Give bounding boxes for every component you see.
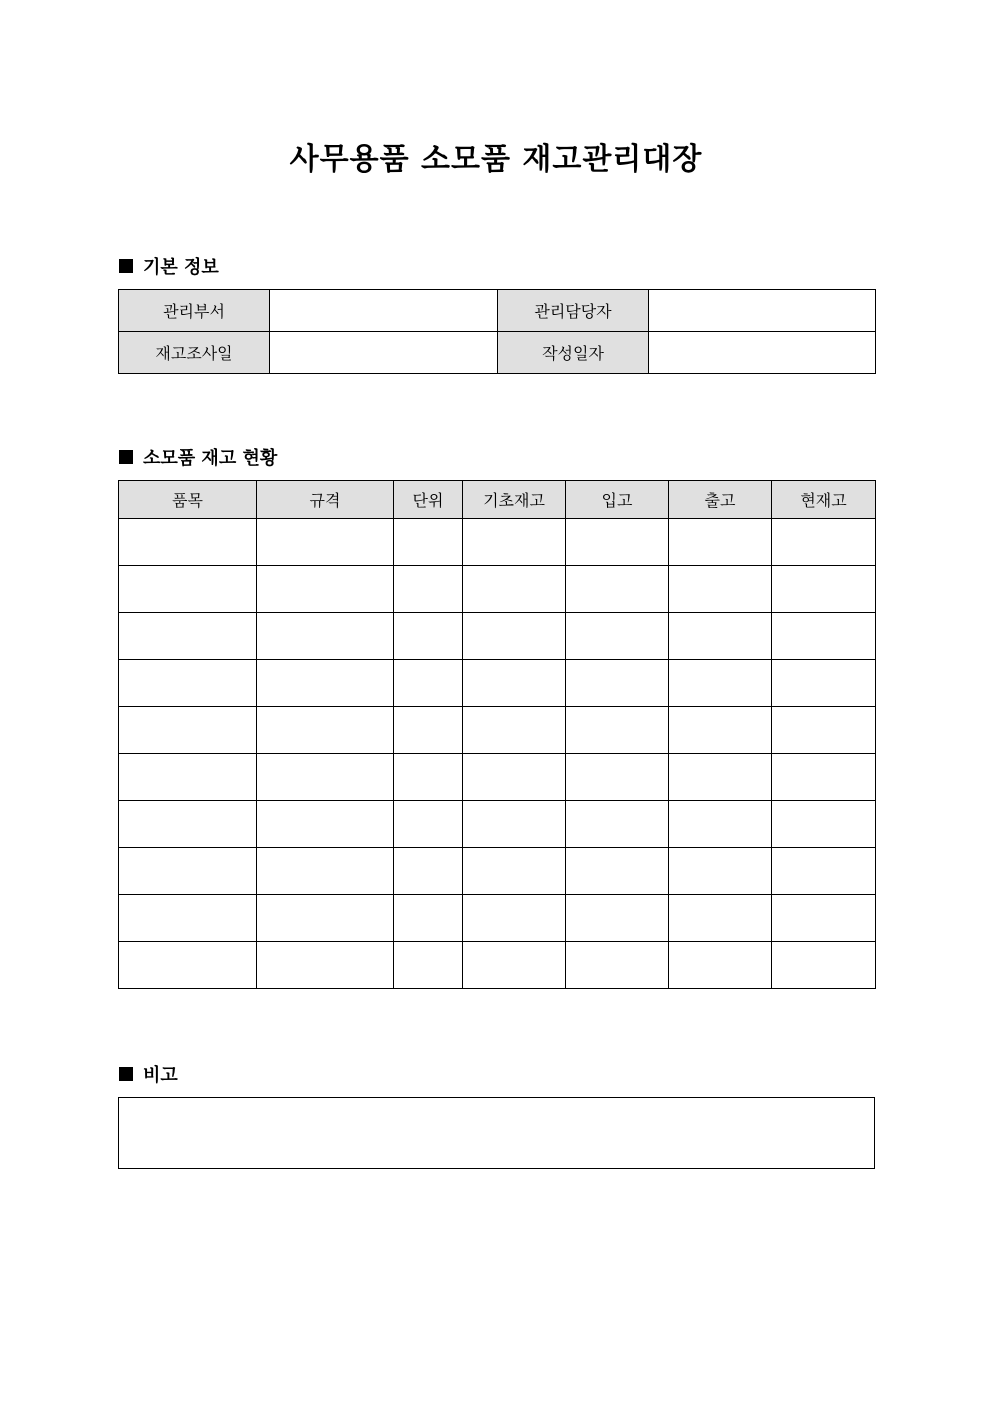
table-cell[interactable] (257, 848, 394, 895)
table-cell[interactable] (463, 942, 566, 989)
column-header: 단위 (394, 481, 463, 519)
table-cell[interactable] (394, 895, 463, 942)
table-cell[interactable] (257, 707, 394, 754)
table-cell[interactable] (257, 660, 394, 707)
remarks-field[interactable] (118, 1097, 875, 1169)
table-cell[interactable] (669, 895, 772, 942)
square-bullet-icon (119, 450, 133, 464)
inventory-table (118, 480, 876, 989)
table-cell[interactable] (463, 613, 566, 660)
table-cell[interactable] (394, 660, 463, 707)
table-cell[interactable] (257, 519, 394, 566)
table-cell[interactable] (119, 801, 257, 848)
table-cell[interactable] (463, 801, 566, 848)
table-cell[interactable] (669, 613, 772, 660)
table-cell[interactable] (772, 613, 876, 660)
table-cell[interactable] (119, 942, 257, 989)
table-cell[interactable] (772, 707, 876, 754)
table-cell[interactable] (394, 942, 463, 989)
column-header: 품목 (119, 481, 257, 519)
section-inventory-heading (119, 444, 277, 470)
table-cell[interactable] (463, 566, 566, 613)
manager-field[interactable] (649, 290, 876, 332)
table-cell[interactable] (772, 660, 876, 707)
dept-field[interactable] (270, 290, 498, 332)
table-cell[interactable] (566, 848, 669, 895)
square-bullet-icon (119, 1067, 133, 1081)
table-cell[interactable] (257, 613, 394, 660)
table-row (119, 660, 876, 707)
table-row (119, 801, 876, 848)
dept-label: 관리부서 (119, 290, 270, 332)
table-cell[interactable] (119, 566, 257, 613)
table-cell[interactable] (772, 566, 876, 613)
table-cell[interactable] (119, 895, 257, 942)
table-cell[interactable] (669, 754, 772, 801)
table-cell[interactable] (566, 754, 669, 801)
column-header: 현재고 (772, 481, 876, 519)
table-cell[interactable] (463, 707, 566, 754)
table-cell[interactable] (669, 660, 772, 707)
table-cell[interactable] (566, 895, 669, 942)
page-title: 사무용품 소모품 재고관리대장 (289, 142, 703, 177)
table-cell[interactable] (669, 566, 772, 613)
written-date-field[interactable] (649, 332, 876, 374)
table-cell[interactable] (463, 895, 566, 942)
table-cell[interactable] (566, 519, 669, 566)
table-cell[interactable] (566, 660, 669, 707)
table-cell[interactable] (669, 707, 772, 754)
table-cell[interactable] (772, 895, 876, 942)
table-cell[interactable] (257, 754, 394, 801)
table-cell[interactable] (394, 566, 463, 613)
table-row (119, 754, 876, 801)
table-row (119, 566, 876, 613)
table-cell[interactable] (566, 942, 669, 989)
table-cell[interactable] (566, 613, 669, 660)
table-cell[interactable] (669, 942, 772, 989)
table-cell[interactable] (394, 519, 463, 566)
table-row (119, 942, 876, 989)
table-cell[interactable] (566, 707, 669, 754)
column-header: 출고 (669, 481, 772, 519)
table-cell[interactable] (463, 754, 566, 801)
table-cell[interactable] (257, 566, 394, 613)
table-cell[interactable] (566, 566, 669, 613)
table-row (119, 895, 876, 942)
column-header: 기초재고 (463, 481, 566, 519)
section-basic-info-heading (119, 253, 219, 279)
table-row (119, 613, 876, 660)
table-cell[interactable] (772, 754, 876, 801)
table-cell[interactable] (772, 519, 876, 566)
table-cell[interactable] (119, 848, 257, 895)
table-cell[interactable] (772, 801, 876, 848)
column-header: 입고 (566, 481, 669, 519)
table-cell[interactable] (669, 848, 772, 895)
table-cell[interactable] (119, 613, 257, 660)
table-cell[interactable] (463, 660, 566, 707)
manager-label: 관리담당자 (498, 290, 649, 332)
table-cell[interactable] (394, 707, 463, 754)
table-row (119, 848, 876, 895)
square-bullet-icon (119, 259, 133, 273)
table-cell[interactable] (119, 660, 257, 707)
table-cell[interactable] (394, 754, 463, 801)
table-cell[interactable] (566, 801, 669, 848)
table-cell[interactable] (394, 801, 463, 848)
written-date-label: 작성일자 (498, 332, 649, 374)
section-remarks-heading (119, 1061, 178, 1087)
table-cell[interactable] (463, 848, 566, 895)
table-cell[interactable] (463, 519, 566, 566)
table-row (119, 519, 876, 566)
table-row (119, 707, 876, 754)
survey-date-field[interactable] (270, 332, 498, 374)
table-cell[interactable] (119, 754, 257, 801)
column-header: 규격 (257, 481, 394, 519)
table-cell[interactable] (772, 848, 876, 895)
basic-info-table (118, 289, 876, 374)
survey-date-label: 재고조사일 (119, 332, 270, 374)
table-cell[interactable] (257, 942, 394, 989)
table-cell[interactable] (669, 801, 772, 848)
table-cell[interactable] (257, 895, 394, 942)
table-cell[interactable] (119, 519, 257, 566)
section-title: 기본 정보 (143, 257, 219, 278)
table-cell[interactable] (394, 848, 463, 895)
table-cell[interactable] (669, 519, 772, 566)
table-cell[interactable] (772, 942, 876, 989)
table-cell[interactable] (119, 707, 257, 754)
table-cell[interactable] (257, 801, 394, 848)
table-cell[interactable] (394, 613, 463, 660)
section-title: 소모품 재고 현황 (143, 448, 278, 469)
section-title: 비고 (143, 1065, 178, 1086)
